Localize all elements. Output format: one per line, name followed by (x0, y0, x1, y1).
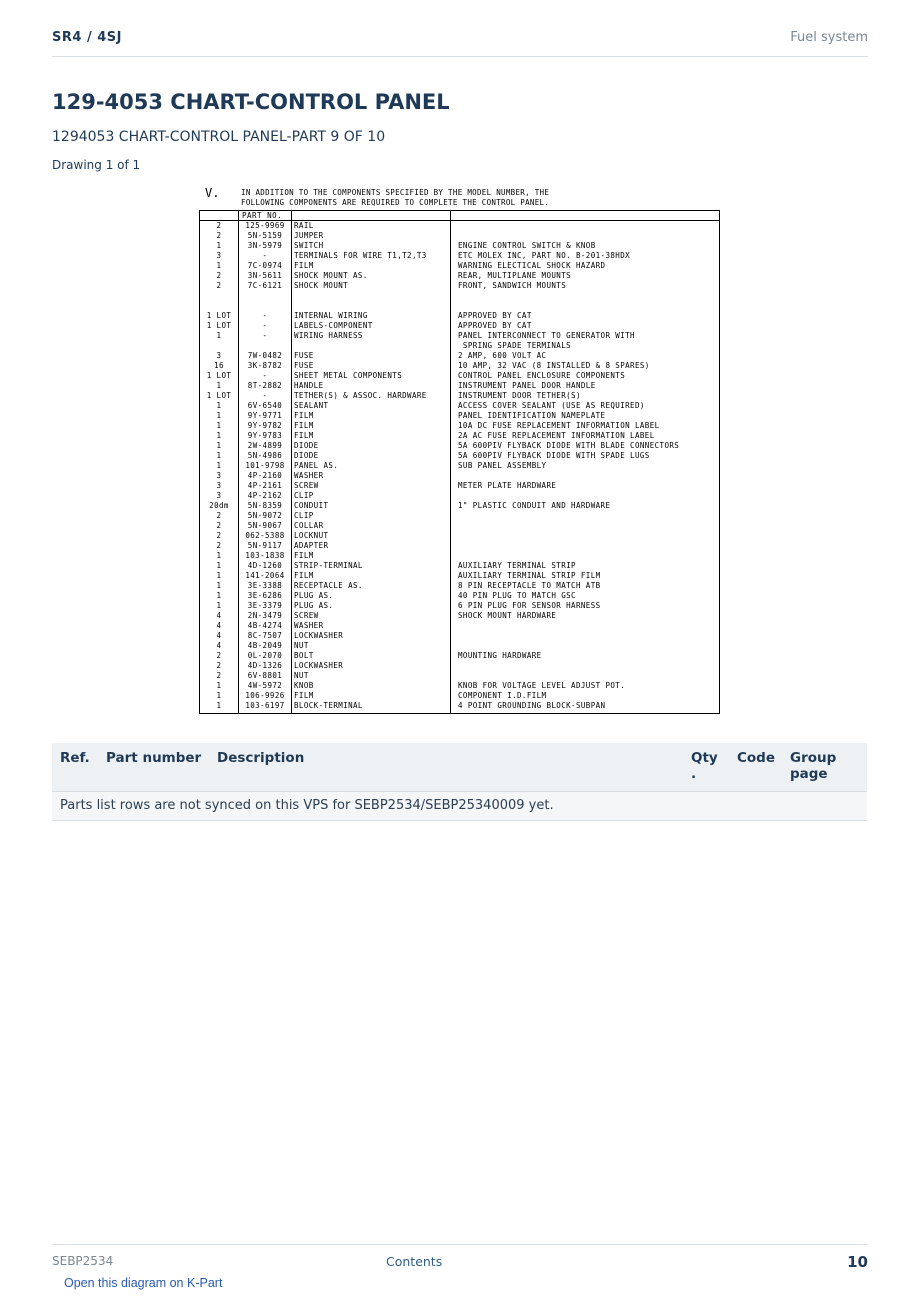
row-remarks: 4 POINT GROUNDING BLOCK-SUBPAN (458, 701, 606, 710)
row-qty: 1 LOT (206, 311, 232, 320)
row-description: FILM (294, 551, 314, 560)
row-part-no: 3K-8782 (247, 361, 283, 370)
row-part-no: - (262, 391, 268, 400)
col-part-number: Part number (106, 750, 202, 766)
row-qty: 2 (216, 271, 222, 280)
col-qty (691, 750, 718, 782)
diagram-row (200, 521, 721, 531)
parts-list-table (52, 743, 867, 821)
diagram-row (200, 481, 721, 491)
row-part-no: 7C-0974 (247, 261, 283, 270)
row-remarks: 5A 600PIV FLYBACK DIODE WITH SPADE LUGS (458, 451, 650, 460)
row-remarks: 10A DC FUSE REPLACEMENT INFORMATION LABEL (458, 421, 660, 430)
row-remarks: SHOCK MOUNT HARDWARE (458, 611, 557, 620)
diagram-row (200, 611, 721, 621)
row-qty: 4 (216, 621, 222, 630)
row-description: INTERNAL WIRING (294, 311, 368, 320)
row-part-no: 3N-5979 (247, 241, 283, 250)
row-part-no: 103-1838 (245, 551, 285, 560)
diagram-row (200, 581, 721, 591)
row-description: COLLAR (294, 521, 324, 530)
diagram-row (200, 321, 721, 331)
row-description: PANEL AS. (294, 461, 339, 470)
row-qty: 3 (216, 251, 222, 260)
row-qty: 1 (216, 591, 222, 600)
row-description: TERMINALS FOR WIRE T1,T2,T3 (294, 251, 427, 260)
row-description: NUT (294, 671, 309, 680)
row-description: KNOB (294, 681, 314, 690)
diagram-row (200, 231, 721, 241)
row-part-no: 3N-5611 (247, 271, 283, 280)
row-qty: 1 (216, 241, 222, 250)
row-description: DIODE (294, 441, 319, 450)
row-qty: 2 (216, 671, 222, 680)
row-remarks: SPRING SPADE TERMINALS (458, 341, 572, 350)
row-description: WIRING HARNESS (294, 331, 363, 340)
row-qty: 2 (216, 511, 222, 520)
row-description: PLUG AS. (294, 601, 334, 610)
diagram-row (200, 251, 721, 261)
row-qty: 1 LOT (206, 321, 232, 330)
diagram-row (200, 631, 721, 641)
row-remarks: SUB PANEL ASSEMBLY (458, 461, 547, 470)
row-description: CONDUIT (294, 501, 329, 510)
row-part-no: 3E-3379 (247, 601, 283, 610)
row-remarks: ACCESS COVER SEALANT (USE AS REQUIRED) (458, 401, 645, 410)
row-qty: 2 (216, 531, 222, 540)
row-qty: 4 (216, 611, 222, 620)
row-remarks: MOUNTING HARDWARE (458, 651, 542, 660)
row-description: CLIP (294, 511, 314, 520)
row-part-no: 2W-4899 (247, 441, 283, 450)
diagram-row (200, 391, 721, 401)
row-remarks: INSTRUMENT DOOR TETHER(S) (458, 391, 581, 400)
row-description: FILM (294, 411, 314, 420)
row-description: LOCKWASHER (294, 661, 344, 670)
row-remarks: 1" PLASTIC CONDUIT AND HARDWARE (458, 501, 611, 510)
row-description: HANDLE (294, 381, 324, 390)
row-part-no: - (262, 331, 268, 340)
diagram-row (200, 361, 721, 371)
drawing-counter: Drawing 1 of 1 (52, 158, 141, 172)
row-part-no: 9Y-9783 (247, 431, 283, 440)
row-remarks: KNOB FOR VOLTAGE LEVEL ADJUST POT. (458, 681, 626, 690)
row-qty: 2 (216, 541, 222, 550)
col-code: Code (737, 750, 776, 766)
row-part-no: 8T-2882 (247, 381, 283, 390)
row-description: SEALANT (294, 401, 329, 410)
row-remarks: 10 AMP, 32 VAC (8 INSTALLED & 8 SPARES) (458, 361, 650, 370)
diagram-row (200, 371, 721, 381)
diagram-row (200, 441, 721, 451)
row-description: SHOCK MOUNT AS. (294, 271, 368, 280)
diagram-row (200, 351, 721, 361)
row-description: FUSE (294, 361, 314, 370)
row-qty: 1 (216, 461, 222, 470)
row-part-no: 5N-8359 (247, 501, 283, 510)
row-qty: 16 (214, 361, 224, 370)
row-part-no: 9Y-9771 (247, 411, 283, 420)
row-part-no: 4W-5972 (247, 681, 283, 690)
row-qty: 1 (216, 421, 222, 430)
row-remarks: 2 AMP, 600 VOLT AC (458, 351, 547, 360)
diagram-row (200, 261, 721, 271)
row-remarks: CONTROL PANEL ENCLOSURE COMPONENTS (458, 371, 626, 380)
diagram-row (200, 281, 721, 291)
row-qty: 1 (216, 401, 222, 410)
diagram-row (200, 561, 721, 571)
row-qty: 1 (216, 431, 222, 440)
diagram-row (200, 571, 721, 581)
row-part-no: 6V-6540 (247, 401, 283, 410)
col-ref: Ref. (60, 750, 90, 766)
row-remarks: INSTRUMENT PANEL DOOR HANDLE (458, 381, 596, 390)
system-label: Fuel system (790, 30, 868, 45)
row-part-no: 5N-4986 (247, 451, 283, 460)
row-description: SCREW (294, 481, 319, 490)
row-qty: 1 (216, 331, 222, 340)
row-qty: 1 (216, 691, 222, 700)
row-remarks: AUXILIARY TERMINAL STRIP FILM (458, 571, 601, 580)
row-qty: 2 (216, 661, 222, 670)
row-qty: 1 (216, 551, 222, 560)
diagram-row (200, 381, 721, 391)
diagram-row (200, 451, 721, 461)
col-page-label: page (790, 766, 828, 782)
row-qty: 20dm (209, 501, 229, 510)
col-group-page (790, 750, 836, 782)
row-description: LOCKWASHER (294, 631, 344, 640)
diagram-row (200, 431, 721, 441)
diagram-row (200, 241, 721, 251)
row-description: FILM (294, 261, 314, 270)
row-remarks: ETC MOLEX INC, PART NO. B-201-38HDX (458, 251, 631, 260)
row-part-no: 7W-0482 (247, 351, 283, 360)
row-qty: 1 (216, 261, 222, 270)
model-label: SR4 / 4SJ (52, 30, 122, 45)
row-remarks: PANEL INTERCONNECT TO GENERATOR WITH (458, 331, 635, 340)
row-part-no: 8C-7507 (247, 631, 283, 640)
diagram-row (200, 541, 721, 551)
diagram-row (200, 531, 721, 541)
row-part-no: 7C-6121 (247, 281, 283, 290)
row-description: SWITCH (294, 241, 324, 250)
diagram-row (200, 471, 721, 481)
diagram-row (200, 511, 721, 521)
kpart-link[interactable]: Open this diagram on K-Part (64, 1276, 223, 1290)
row-part-no: 062-5388 (245, 531, 285, 540)
row-description: WASHER (294, 471, 324, 480)
row-description: SCREW (294, 611, 319, 620)
sync-message: Parts list rows are not synced on this VPS for SEBP2534/SEBP25340009 yet. (60, 798, 554, 813)
row-part-no: 0L-2070 (247, 651, 283, 660)
diagram-row (200, 591, 721, 601)
parts-diagram (199, 186, 729, 716)
row-description: PLUG AS. (294, 591, 334, 600)
row-description: BLOCK-TERMINAL (294, 701, 363, 710)
row-description: LOCKNUT (294, 531, 329, 540)
row-qty: 3 (216, 491, 222, 500)
diagram-row (200, 661, 721, 671)
diagram-row (200, 291, 721, 301)
row-description: TETHER(S) & ASSOC. HARDWARE (294, 391, 427, 400)
col-qty-label: Qty (691, 750, 718, 766)
row-part-no: 106-9926 (245, 691, 285, 700)
row-part-no: 2N-3479 (247, 611, 283, 620)
row-qty: 1 (216, 681, 222, 690)
row-part-no: 4P-2160 (247, 471, 283, 480)
row-part-no: 4B-4274 (247, 621, 283, 630)
row-description: BOLT (294, 651, 314, 660)
col-description: Description (217, 750, 305, 766)
diagram-row (200, 681, 721, 691)
diagram-row (200, 501, 721, 511)
parts-table-header (52, 743, 867, 792)
row-description: SHOCK MOUNT (294, 281, 349, 290)
col-group-label: Group (790, 750, 837, 766)
row-qty: 2 (216, 221, 222, 230)
row-remarks: METER PLATE HARDWARE (458, 481, 557, 490)
row-qty: 2 (216, 521, 222, 530)
row-description: ADAPTER (294, 541, 329, 550)
row-description: FUSE (294, 351, 314, 360)
page-footer (52, 1244, 868, 1275)
row-description: FILM (294, 431, 314, 440)
row-part-no: 4B-2049 (247, 641, 283, 650)
row-remarks: APPROVED BY CAT (458, 321, 532, 330)
row-description: NUT (294, 641, 309, 650)
row-qty: 2 (216, 231, 222, 240)
row-remarks: 2A AC FUSE REPLACEMENT INFORMATION LABEL (458, 431, 655, 440)
diagram-row (200, 411, 721, 421)
row-description: DIODE (294, 451, 319, 460)
row-qty: 3 (216, 351, 222, 360)
row-part-no: - (262, 251, 268, 260)
row-description: STRIP-TERMINAL (294, 561, 363, 570)
row-part-no: 3E-3388 (247, 581, 283, 590)
row-description: CLIP (294, 491, 314, 500)
row-description: LABELS-COMPONENT (294, 321, 373, 330)
row-remarks: FRONT, SANDWICH MOUNTS (458, 281, 567, 290)
row-remarks: PANEL IDENTIFICATION NAMEPLATE (458, 411, 606, 420)
row-remarks: 6 PIN PLUG FOR SENSOR HARNESS (458, 601, 601, 610)
page-header (52, 28, 868, 57)
row-qty: 3 (216, 471, 222, 480)
row-part-no: 125-9969 (245, 221, 285, 230)
row-part-no: 4P-2162 (247, 491, 283, 500)
col-qty-dot: . (691, 766, 697, 782)
diagram-row (200, 301, 721, 311)
document-id: SEBP2534 (52, 1254, 114, 1268)
part-no-column-header: PART NO. (242, 211, 283, 220)
row-qty: 1 (216, 581, 222, 590)
row-description: FILM (294, 571, 314, 580)
row-remarks: 40 PIN PLUG TO MATCH GSC (458, 591, 576, 600)
row-qty: 2 (216, 281, 222, 290)
row-qty: 1 (216, 441, 222, 450)
diagram-row (200, 221, 721, 231)
diagram-row (200, 491, 721, 501)
row-remarks: APPROVED BY CAT (458, 311, 532, 320)
row-qty: 4 (216, 641, 222, 650)
row-qty: 1 (216, 561, 222, 570)
row-part-no: - (262, 311, 268, 320)
page-number: 10 (847, 1253, 868, 1271)
row-part-no: - (262, 321, 268, 330)
diagram-row (200, 691, 721, 701)
diagram-note: IN ADDITION TO THE COMPONENTS SPECIFIED BY THE MODEL NUMBER, THE FOLLOWING COMPONENTS ARE REQUIRED TO COMPLETE THE CONTROL PANEL. (241, 188, 550, 207)
diagram-row (200, 401, 721, 411)
row-part-no: 5N-5159 (247, 231, 283, 240)
diagram-row (200, 341, 721, 351)
diagram-row (200, 461, 721, 471)
row-part-no: 4D-1326 (247, 661, 283, 670)
row-remarks: 8 PIN RECEPTACLE TO MATCH ATB (458, 581, 601, 590)
row-qty: 1 (216, 451, 222, 460)
row-part-no: 101-9798 (245, 461, 285, 470)
row-remarks: 5A 600PIV FLYBACK DIODE WITH BLADE CONNECTORS (458, 441, 680, 450)
diagram-row (200, 601, 721, 611)
row-qty: 1 LOT (206, 371, 232, 380)
row-description: WASHER (294, 621, 324, 630)
row-part-no: 9Y-9782 (247, 421, 283, 430)
row-remarks: COMPONENT I.D.FILM (458, 691, 547, 700)
row-qty: 1 (216, 411, 222, 420)
diagram-row (200, 621, 721, 631)
row-qty: 1 (216, 701, 222, 710)
diagram-parts-table (199, 210, 720, 714)
diagram-row (200, 421, 721, 431)
diagram-row (200, 651, 721, 661)
page-title: 129-4053 CHART-CONTROL PANEL (52, 90, 450, 114)
row-qty: 1 (216, 601, 222, 610)
row-part-no: 5N-9117 (247, 541, 283, 550)
row-description: FILM (294, 691, 314, 700)
diagram-row (200, 311, 721, 321)
diagram-row (200, 701, 721, 711)
contents-link[interactable]: Contents (386, 1254, 443, 1269)
row-qty: 1 (216, 381, 222, 390)
row-description: RAIL (294, 221, 314, 230)
row-part-no: 4P-2161 (247, 481, 283, 490)
row-remarks: ENGINE CONTROL SWITCH & KNOB (458, 241, 596, 250)
row-part-no: 103-6197 (245, 701, 285, 710)
row-part-no: 6V-8801 (247, 671, 283, 680)
row-remarks: REAR, MULTIPLANE MOUNTS (458, 271, 572, 280)
diagram-row (200, 641, 721, 651)
note-mark: V. (205, 186, 220, 200)
parts-table-message-row (52, 792, 867, 820)
row-part-no: 141-2064 (245, 571, 285, 580)
row-part-no: 5N-9067 (247, 521, 283, 530)
page-subtitle: 1294053 CHART-CONTROL PANEL-PART 9 OF 10 (52, 129, 386, 145)
row-qty: 1 LOT (206, 391, 232, 400)
row-description: RECEPTACLE AS. (294, 581, 363, 590)
diagram-row (200, 271, 721, 281)
row-remarks: AUXILIARY TERMINAL STRIP (458, 561, 576, 570)
row-description: SHEET METAL COMPONENTS (294, 371, 403, 380)
diagram-row (200, 671, 721, 681)
row-part-no: 3E-6286 (247, 591, 283, 600)
row-qty: 2 (216, 651, 222, 660)
diagram-row (200, 551, 721, 561)
row-part-no: 4D-1260 (247, 561, 283, 570)
row-description: JUMPER (294, 231, 324, 240)
row-remarks: WARNING ELECTICAL SHOCK HAZARD (458, 261, 606, 270)
diagram-row (200, 331, 721, 341)
row-part-no: 5N-9072 (247, 511, 283, 520)
row-part-no: - (262, 371, 268, 380)
row-qty: 3 (216, 481, 222, 490)
row-qty: 1 (216, 571, 222, 580)
row-description: FILM (294, 421, 314, 430)
row-qty: 4 (216, 631, 222, 640)
